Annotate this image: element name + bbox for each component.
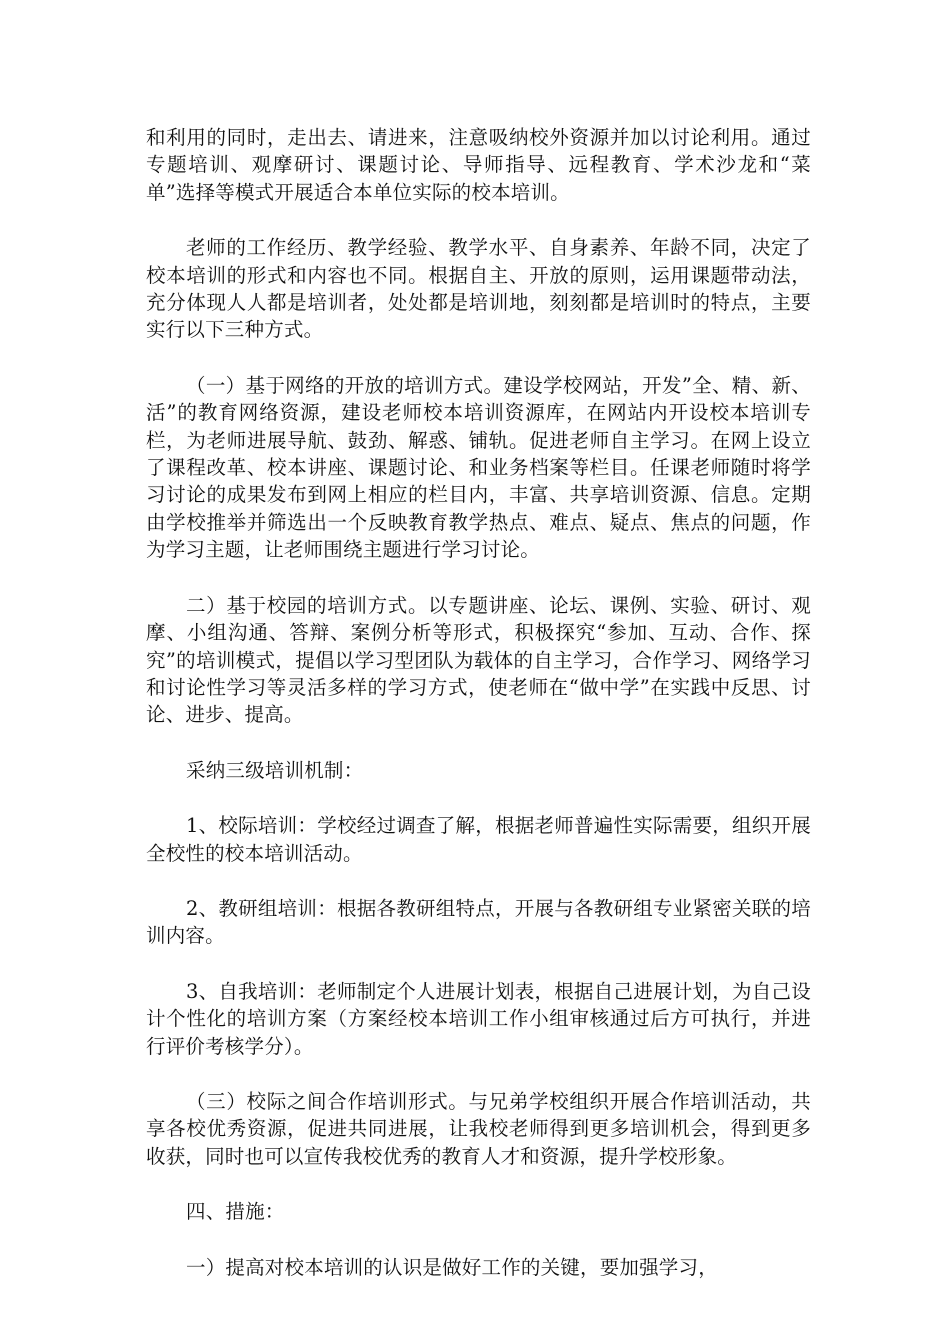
- paragraph-inter-school-training: （三）校际之间合作培训形式。与兄弟学校组织开展合作培训活动，共享各校优秀资源，促进共同进展，让我校老师得到更多培训机会，得到更多收获，同时也可以宣传我校优秀的教育人才和资源，提升学校形象。: [146, 1089, 811, 1168]
- paragraph-continuation: 和利用的同时，走出去、请进来，注意吸纳校外资源并加以讨论利用。通过专题培训、观摩研讨、课题讨论、导师指导、远程教育、学术沙龙和“菜单”选择等模式开展适合本单位实际的校本培训。: [146, 126, 811, 204]
- paragraph-network-training: （一）基于网络的开放的培训方式。建设学校网站，开发”全、精、新、活”的教育网络资源，建设老师校本培训资源库，在网站内开设校本培训专栏，为老师进展导航、鼓劲、解惑、铺轨。促进老师自主学习。在网上设立了课程改革、校本讲座、课题讨论、和业务档案等栏目。任课老师随时将学习讨论的成果发布到网上相应的栏目内，丰富、共享培训资源、信息。定期由学校推举并筛选出一个反映教育教学热点、难点、疑点、焦点的问题，作为学习主题，让老师围绕主题进行学习讨论。: [146, 373, 811, 562]
- section-heading-measures: 四、措施：: [186, 1200, 285, 1224]
- paragraph-self-training: 3、自我培训：老师制定个人进展计划表，根据自己进展计划，为自己设计个性化的培训方案（方案经校本培训工作小组审核通过后方可执行，并进行评价考核学分）。: [146, 979, 811, 1058]
- paragraph-group-training: 2、教研组培训：根据各教研组特点，开展与各教研组专业紧密关联的培训内容。: [146, 896, 811, 948]
- paragraph-school-training: 1、校际培训：学校经过调查了解，根据老师普遍性实际需要，组织开展全校性的校本培训活动。: [146, 814, 811, 865]
- paragraph-measure-one: 一）提高对校本培训的认识是做好工作的关键，要加强学习，: [186, 1255, 718, 1279]
- paragraph-teacher-differences: 老师的工作经历、教学经验、教学水平、自身素养、年龄不同，决定了校本培训的形式和内容也不同。根据自主、开放的原则，运用课题带动法，充分体现人人都是培训者，处处都是培训地，刻刻都是培训时的特点，主要实行以下三种方式。: [146, 236, 811, 342]
- document-page: [146, 124, 811, 1309]
- paragraph-three-level-mechanism: 采纳三级培训机制：: [186, 758, 364, 782]
- paragraph-campus-training: 二）基于校园的培训方式。以专题讲座、论坛、课例、实验、研讨、观摩、小组沟通、答辩、案例分析等形式，积极探究“参加、互动、合作、探究”的培训模式，提倡以学习型团队为载体的自主学习，合作学习、网络学习和讨论性学习等灵活多样的学习方式，使老师在“做中学”在实践中反思、讨论、进步、提高。: [146, 593, 811, 727]
